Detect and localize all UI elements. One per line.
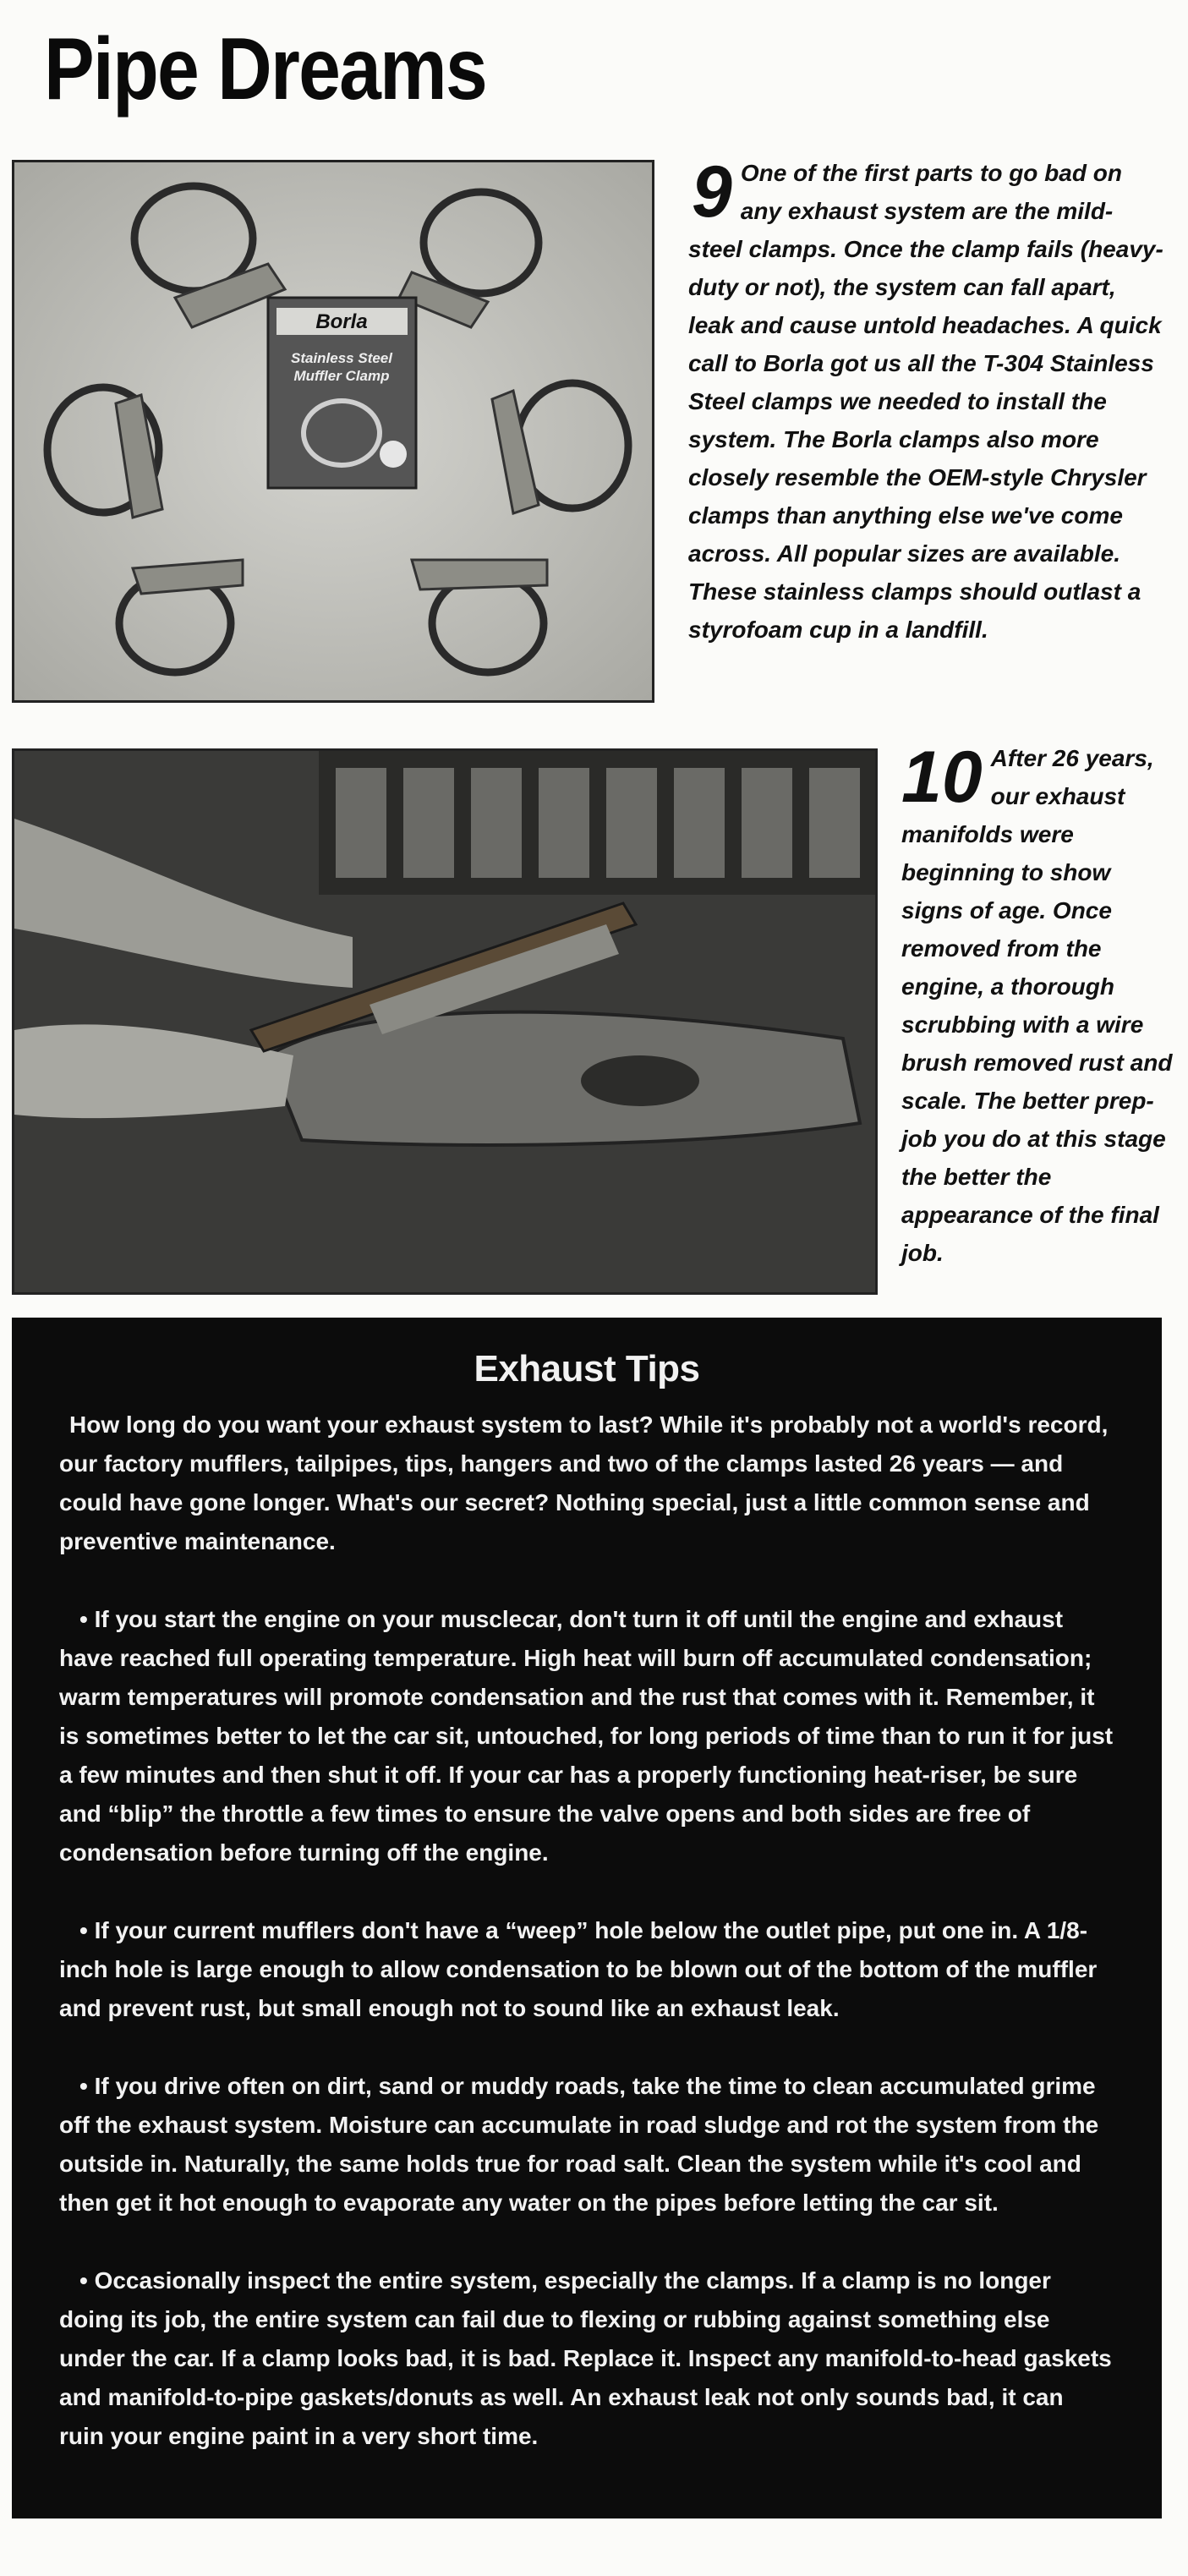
caption-text: After 26 years, our exhaust manifolds were beginning to show signs of age. Once removed from the engine, a thorough scrubbing with a wire brush removed rust and scale. The better prep-job you do at this stage the better the appearance of the final job. bbox=[901, 745, 1173, 1266]
tips-body bbox=[59, 1406, 1114, 2495]
page-title: Pipe Dreams bbox=[44, 20, 486, 118]
clamps-photo bbox=[12, 160, 654, 703]
tips-heading: Exhaust Tips bbox=[474, 1348, 700, 1389]
manifold-photo bbox=[12, 748, 878, 1295]
svg-text:Muffler Clamp: Muffler Clamp bbox=[293, 368, 390, 384]
exhaust-tips-box bbox=[12, 1318, 1162, 2518]
tip-item: • If you drive often on dirt, sand or muddy roads, take the time to clean accumulated grime off the exhaust system. Moisture can accumulate in road sludge and rot the system from the outside in. Naturally, the same holds true for road salt. Clean the system while it's cool and then get it hot enough to evaporate any water on the pipes before letting the car sit. bbox=[59, 2073, 1099, 2216]
tip-item: • If your current mufflers don't have a “weep” hole below the outlet pipe, put one in. A 1/8-inch hole is large enough to allow condensation to be blown out of the bottom of the muffler and prevent rust, but small enough not to sound like an exhaust leak. bbox=[59, 1917, 1098, 2021]
step-number: 9 bbox=[692, 151, 732, 233]
package-brand: Borla bbox=[315, 310, 368, 333]
tip-item: • Occasionally inspect the entire system, especially the clamps. If a clamp is no longer doing its job, the entire system can fail due to flexing or rubbing against something else under the car. If a clamp looks bad, it is bad. Replace it. Inspect any manifold-to-head gaskets and manifold-to-pipe gaskets/donuts as well. An exhaust leak not only sounds bad, it can ruin your engine paint in a very short time. bbox=[59, 2267, 1112, 2449]
step-number: 10 bbox=[901, 737, 983, 818]
caption-9 bbox=[688, 151, 1167, 649]
caption-text: One of the first parts to go bad on any exhaust system are the mild-steel clamps. Once the clamp fails (heavy-duty or not), the system can fall apart, leak and cause untold headaches. A quick call to Borla got us all the T-304 Stainless Steel clamps we needed to install the system. The Borla clamps also more closely resemble the OEM-style Chrysler clamps than anything else we've come across. All popular sizes are available. These stainless clamps should outlast a styrofoam cup in a landfill. bbox=[688, 160, 1163, 643]
caption-10 bbox=[901, 739, 1174, 1272]
tip-item: • If you start the engine on your musclecar, don't turn it off until the engine and exhaust have reached full operating temperature. High heat will burn off accumulated condensation; warm temperatures will promote condensation and the rust that comes with it. Remember, it is sometimes better to let the car sit, untouched, for long periods of time than to run it for just a few minutes and then shut it off. If your car has a properly functioning heat-riser, be sure and “blip” the throttle a few times to ensure the valve opens and both sides are free of condensation before turning off the engine. bbox=[59, 1606, 1114, 1866]
tips-intro: How long do you want your exhaust system to last? While it's probably not a world's record, our factory mufflers, tailpipes, tips, hangers and two of the clamps lasted 26 years — and could have gone longer. What's our secret? Nothing special, just a little common sense and preventive maintenance. bbox=[59, 1411, 1109, 1554]
svg-text:Stainless Steel: Stainless Steel bbox=[290, 350, 393, 366]
